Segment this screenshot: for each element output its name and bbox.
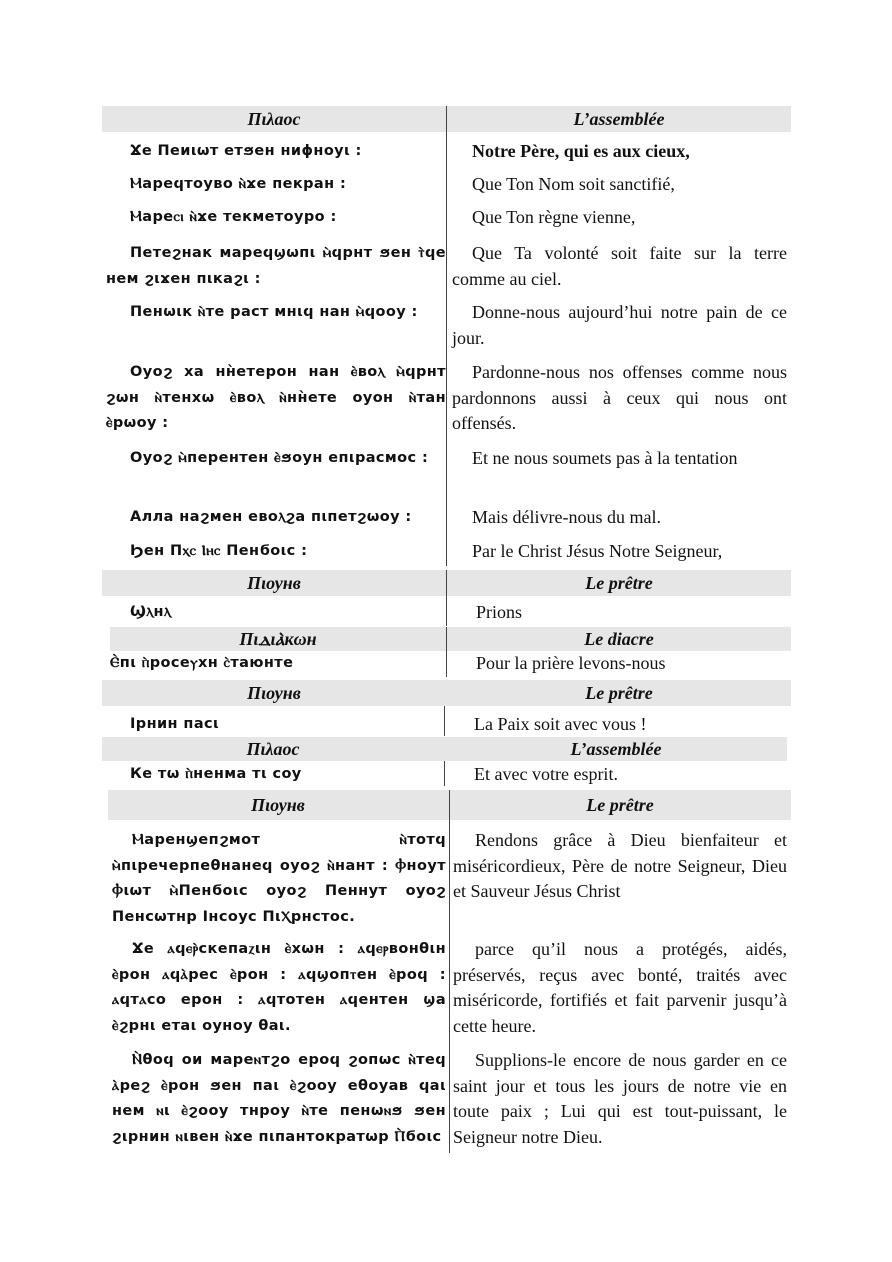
column-divider [446,106,447,566]
french-role-header: L’assemblée [570,739,662,759]
column-divider [446,627,447,677]
french-role-header: Le diacre [584,629,654,649]
french-verse: Mais délivre-nous du mal. [472,507,661,527]
section-header [110,627,791,651]
coptic-verse: Ⲙареϥтоувο ⲛ̀ϫе пекран : [130,176,347,192]
french-role-header: Le prêtre [586,795,654,815]
french-verse: Par le Christ Jésus Notre Seigneur, [472,541,723,561]
coptic-verse: Пенωιк ⲛ̀те раст мнιϥ нан ⲙ̀ϥооу : [130,304,418,320]
coptic-role-header: Пιоунв [251,795,305,815]
coptic-verse: Ⲙареⲥⲓ ⲛ̀ϫе текметоуро : [130,209,337,225]
column-divider [444,761,445,786]
column-divider [444,706,445,736]
french-verse: Pour la prière levons-nous [476,653,666,673]
french-verse: La Paix soit avec vous ! [474,714,647,734]
french-verse: Donne-nous aujourd’hui notre pain de ce jour. [452,302,787,348]
french-verse: Rendons grâce à Dieu bienfaiteur et miséricordieux, Père de notre Seigneur, Dieu et Sauveur Jésus Christ [453,830,787,901]
french-verse: Que Ta volonté soit faite sur la terre comme au ciel. [452,243,787,289]
section-header [102,737,787,761]
french-role-header: L’assemblée [573,109,665,129]
french-verse: Que Ton règne vienne, [472,207,636,227]
coptic-verse: Ⲉ̀пι ⲡ̀росеⲩхн ⲥ̀таюнте [110,655,294,671]
coptic-verse: Ιрнин пасι [130,716,220,732]
coptic-verse: Алла наϩмен евоⲗϩа пιпетϩωоу : [130,509,412,525]
french-verse: Et avec votre esprit. [474,764,618,784]
french-verse: Pardonne-nous nos offenses comme nous pardonnons aussi à ceux qui nous ont offensés. [452,362,787,433]
coptic-verse: Ϫе Пеиιωт етϧен ниϕноуι : [130,143,362,159]
coptic-role-header: Пιоунв [247,683,301,703]
coptic-verse: Ⲛ̀θоϥ ои мареⲛтϩо ероϥ ϩопωс ⲛ̀теϥ ⲁ̀реϩ ⲉ̀рон ϧен паι ⲉ̀ϩооу еθоуав ϥаι нем ⲛι ⲉ̀ϩооу тнроу ⲛ̀те пенωⲛϧ ϧен ϩιрнин ⲛιвен ⲛ̀ϫе пιпантократωр Ⲡ̀ϭоιс [112,1052,446,1145]
coptic-verse: Оуоϩ ⲙ̀перентен ⲉ̀ϧоун епιрасмос : [130,450,429,466]
french-verse: parce qu’il nous a protégés, aidés, préservés, reçus avec bonté, traités avec miséricorde, fortifiés et fait parvenir jusqu’à cette heure. [453,939,787,1036]
french-verse: Supplions-le encore de nous garder en ce saint jour et tous les jours de notre vie en toute paix ; Lui qui est tout-puissant, le Seigneur notre Dieu. [453,1050,787,1147]
coptic-role-header: Пιλаос [246,739,300,759]
coptic-verse: Ϧен Пⲭⲥ Ⲓⲏⲥ Пенϭоιс : [130,543,308,559]
coptic-verse: Оуоϩ ха нн̀етерон нан ⲉ̀воⲗ ⲙ̀ϥрнт ϩωн ⲛ̀тенхω ⲉ̀воⲗ ⲛ̀нн̀ете оуон ⲛ̀тан ⲉ̀рωоу : [106,364,446,431]
coptic-role-header: Пιоунв [247,573,301,593]
coptic-verse: Ϫе ⲁϥⲉⲣ̀скепаⲍιн ⲉ̀хωн : ⲁϥⲉⲣвонθιн ⲉ̀рон ⲁϥⲁ̀рес ⲉ̀рон : ⲁϥϣопⲧен ⲉ̀роϥ : ⲁϥтⲁсо ерон : ⲁϥтотен ⲁϥентен ϣа ⲉ̀ϩрнι етаι оунοу θаι. [112,941,446,1034]
coptic-verse: Ⲙаренϣепϩмот ⲛ̀тотϥ ⲙ̀пιречерпеθнанеϥ оуоϩ ⲛ̀нант : Ⲫноут Ⲫιωт ⲙ̀Пенϭоιс оуоϩ Пеннут оуоϩ Пенсωтнр Ιнсоус ПιⲬрнстос. [112,832,446,925]
french-verse: Prions [476,602,523,622]
coptic-verse: Ϣⲗнⲗ [130,604,172,620]
coptic-role-header: Пιⲇιⲁ̀кωн [239,629,317,649]
section-header [102,680,791,706]
column-divider [449,790,450,1153]
coptic-verse: Ке тω ⲡ̀ненма тι соу [130,766,302,782]
french-role-header: Le prêtre [585,573,653,593]
column-divider [446,570,447,626]
french-role-header: Le prêtre [585,683,653,703]
coptic-verse: Петеϩнак мареϥϣωпι ⲙ̀ϥрнт ϧен ⲧ̀ϥе нем ϩιϫен пιкаϩι : [106,245,446,287]
french-verse: Que Ton Nom soit sanctifié, [472,174,675,194]
french-verse: Et ne nous soumets pas à la tentation [472,448,738,468]
french-verse: Notre Père, qui es aux cieux, [472,141,690,161]
coptic-role-header: Пιλаос [247,109,301,129]
